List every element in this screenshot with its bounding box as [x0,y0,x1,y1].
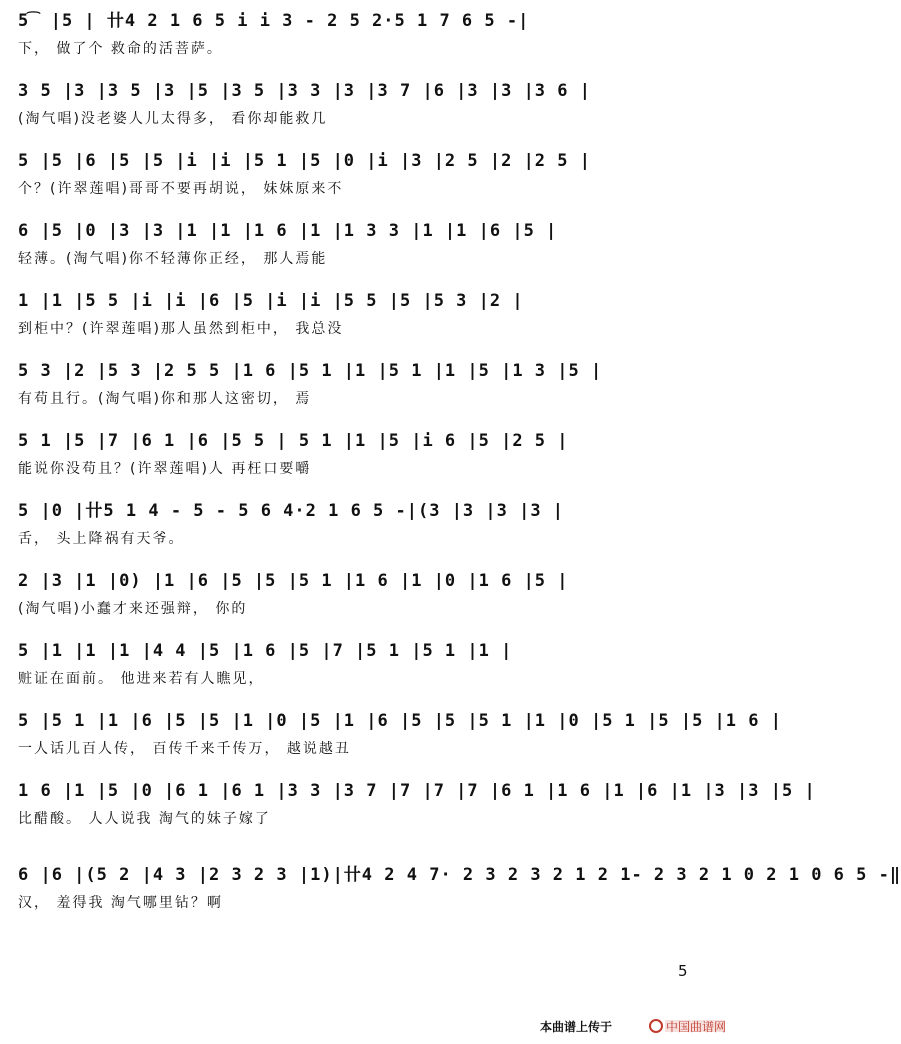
jianpu-notes: 5 1 |5 |7 |6 1 |6 |5 5 | 5 1 |1 |5 |i 6 |5 |2 5 | [18,431,569,451]
lyrics-line: 下， 做了个 救命的活菩萨。 [18,41,223,57]
notation-system [18,8,723,68]
lyrics-line: 能说你没苟且？(许翠莲唱)人 再枉口要嚼 [18,461,312,477]
notation-system [18,708,782,768]
jianpu-notes: 2 |3 |1 |0) |1 |6 |5 |5 |5 1 |1 6 |1 |0 |1 6 |5 | [18,571,569,591]
site-logo [648,1016,728,1036]
lyrics-line: (淘气唱)没老婆人儿太得多， 看你却能救几 [18,111,328,127]
page-number: 5 [678,962,688,980]
jianpu-notes: 1 |1 |5 5 |i |i |6 |5 |i |i |5 5 |5 |5 3 |2 | [18,291,524,311]
lyrics-line: 比醋酸。 人人说我 淘气的妹子嫁了 [18,811,271,827]
jianpu-notes: 1 6 |1 |5 |0 |6 1 |6 1 |3 3 |3 7 |7 |7 |7 |6 1 |1 6 |1 |6 |1 |3 |3 |5 | [18,781,816,801]
jianpu-notes: 5 |5 1 |1 |6 |5 |5 |1 |0 |5 |1 |6 |5 |5 |5 1 |1 |0 |5 1 |5 |5 |1 6 | [18,711,782,731]
jianpu-notes: 5 |0 |卄5 1 4 - 5 - 5 6 4·2 1 6 5 -|(3 |3 |3 |3 | [18,501,565,521]
notation-system [18,218,723,278]
lyrics-line: 轻薄。(淘气唱)你不轻薄你正经， 那人焉能 [18,251,328,267]
lyrics-line: 赃证在面前。 他进来若有人瞧见， [18,671,265,687]
lyrics-line: 舌， 头上降祸有天爷。 [18,531,185,547]
lyrics-line: (淘气唱)小蠢才来还强辩， 你的 [18,601,248,617]
upload-note: 本曲谱上传于 [540,1020,613,1034]
notation-system [18,498,723,558]
jianpu-notes: 5͡ |5 | 卄4 2 1 6 5 i i 3 - 2 5 2·5 1 7 6 5 -| [18,11,530,31]
notation-system [18,78,723,138]
notation-system [18,862,901,922]
lyrics-line: 一人话儿百人传， 百传千来千传万， 越说越丑 [18,741,351,757]
logo-text: 中国曲谱网 [666,1020,727,1034]
lyrics-line: 汉， 羞得我 淘气哪里钻？啊 [18,895,223,911]
notation-system [18,638,723,698]
notation-system [18,568,723,628]
lyrics-line: 有苟且行。(淘气唱)你和那人这密切， 焉 [18,391,312,407]
jianpu-notes: 3 5 |3 |3 5 |3 |5 |3 5 |3 3 |3 |3 7 |6 |3 |3 |3 6 | [18,81,591,101]
notation-system [18,358,723,418]
lyrics-line: 个？(许翠莲唱)哥哥不要再胡说， 妹妹原来不 [18,181,344,197]
jianpu-notes: 5 3 |2 |5 3 |2 5 5 |1 6 |5 1 |1 |5 1 |1 |5 |1 3 |5 | [18,361,603,381]
jianpu-notes: 6 |5 |0 |3 |3 |1 |1 |1 6 |1 |1 3 3 |1 |1 |6 |5 | [18,221,558,241]
jianpu-notes: 6 |6 |(5 2 |4 3 |2 3 2 3 |1)|卄4 2 4 7· 2 3 2 3 2 1 2 1- 2 3 2 1 0 2 1 0 6 5 -‖ [18,865,901,885]
lyrics-line: 到柜中？(许翠莲唱)那人虽然到柜中， 我总没 [18,321,344,337]
notation-system [18,148,723,208]
jianpu-notes: 5 |5 |6 |5 |5 |i |i |5 1 |5 |0 |i |3 |2 5 |2 |2 5 | [18,151,591,171]
notation-system [18,288,723,348]
notation-system [18,428,723,488]
notation-system [18,778,816,838]
jianpu-notes: 5 |1 |1 |1 |4 4 |5 |1 6 |5 |7 |5 1 |5 1 |1 | [18,641,513,661]
